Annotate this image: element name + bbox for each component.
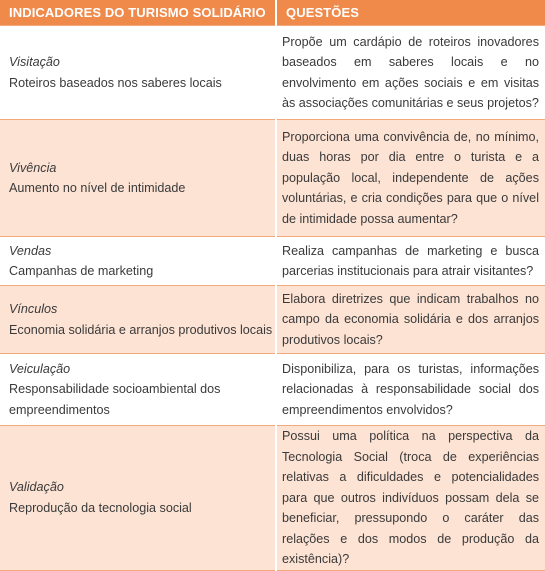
indicator-subtitle: Aumento no nível de intimidade [9,181,186,195]
indicator-subtitle: Roteiros baseados nos saberes locais [9,75,222,90]
question-cell: Disponibiliza, para os turistas, informações relacionadas à responsabilidade social dos empreendimentos envolvidos? [276,354,545,426]
indicator-cell [0,120,276,237]
table-row [0,26,545,120]
indicator-cell [0,26,276,120]
question-cell: Proporciona uma convivência de, no mínimo, duas horas por dia entre o turista e a população local, independente de ações voluntárias, e cria condições para que o nível de intimidade possa aumentar? [276,120,545,237]
indicator-title: Vendas [9,243,52,258]
table-row [0,120,545,237]
indicator-title: Visitação [9,55,60,69]
indicator-title: Vínculos [9,302,58,316]
question-cell: Realiza campanhas de marketing e busca parcerias institucionais para atrair visitantes? [276,237,545,286]
table-header-row [0,0,545,26]
table-row [0,286,545,354]
table-row [0,426,545,571]
indicator-cell [0,426,276,571]
indicator-subtitle: Campanhas de marketing [9,264,154,278]
question-cell: Elabora diretrizes que indicam trabalhos no campo da economia solidária e dos arranjos produtivos locais? [276,286,545,354]
header-indicators: INDICADORES DO TURISMO SOLIDÁRIO [0,0,276,26]
indicator-cell [0,237,276,286]
table-row [0,354,545,426]
indicator-title: Veiculação [9,361,71,376]
question-cell: Possui uma política na perspectiva da Tecnologia Social (troca de experiências relativas a dificuldades e potencialidades para que outros indivíduos possam dela se beneficiar, pressupondo o caráter das relações e dos modos de produção da existência)? [276,426,545,571]
indicator-cell [0,354,276,426]
question-cell: Propõe um cardápio de roteiros inovadores baseados em saberes locais e no envolvimento em ações sociais e em visitas às associações comunitárias e seus projetos? [276,26,545,120]
table-row [0,237,545,286]
indicator-cell [0,286,276,354]
indicator-title: Vivência [9,160,57,175]
indicator-subtitle: Responsabilidade socioambiental dos empreendimentos [9,382,221,417]
header-questions: QUESTÕES [276,0,545,26]
indicator-title: Validação [9,480,64,495]
indicator-subtitle: Reprodução da tecnologia social [9,500,192,515]
indicator-subtitle: Economia solidária e arranjos produtivos locais [9,322,273,337]
